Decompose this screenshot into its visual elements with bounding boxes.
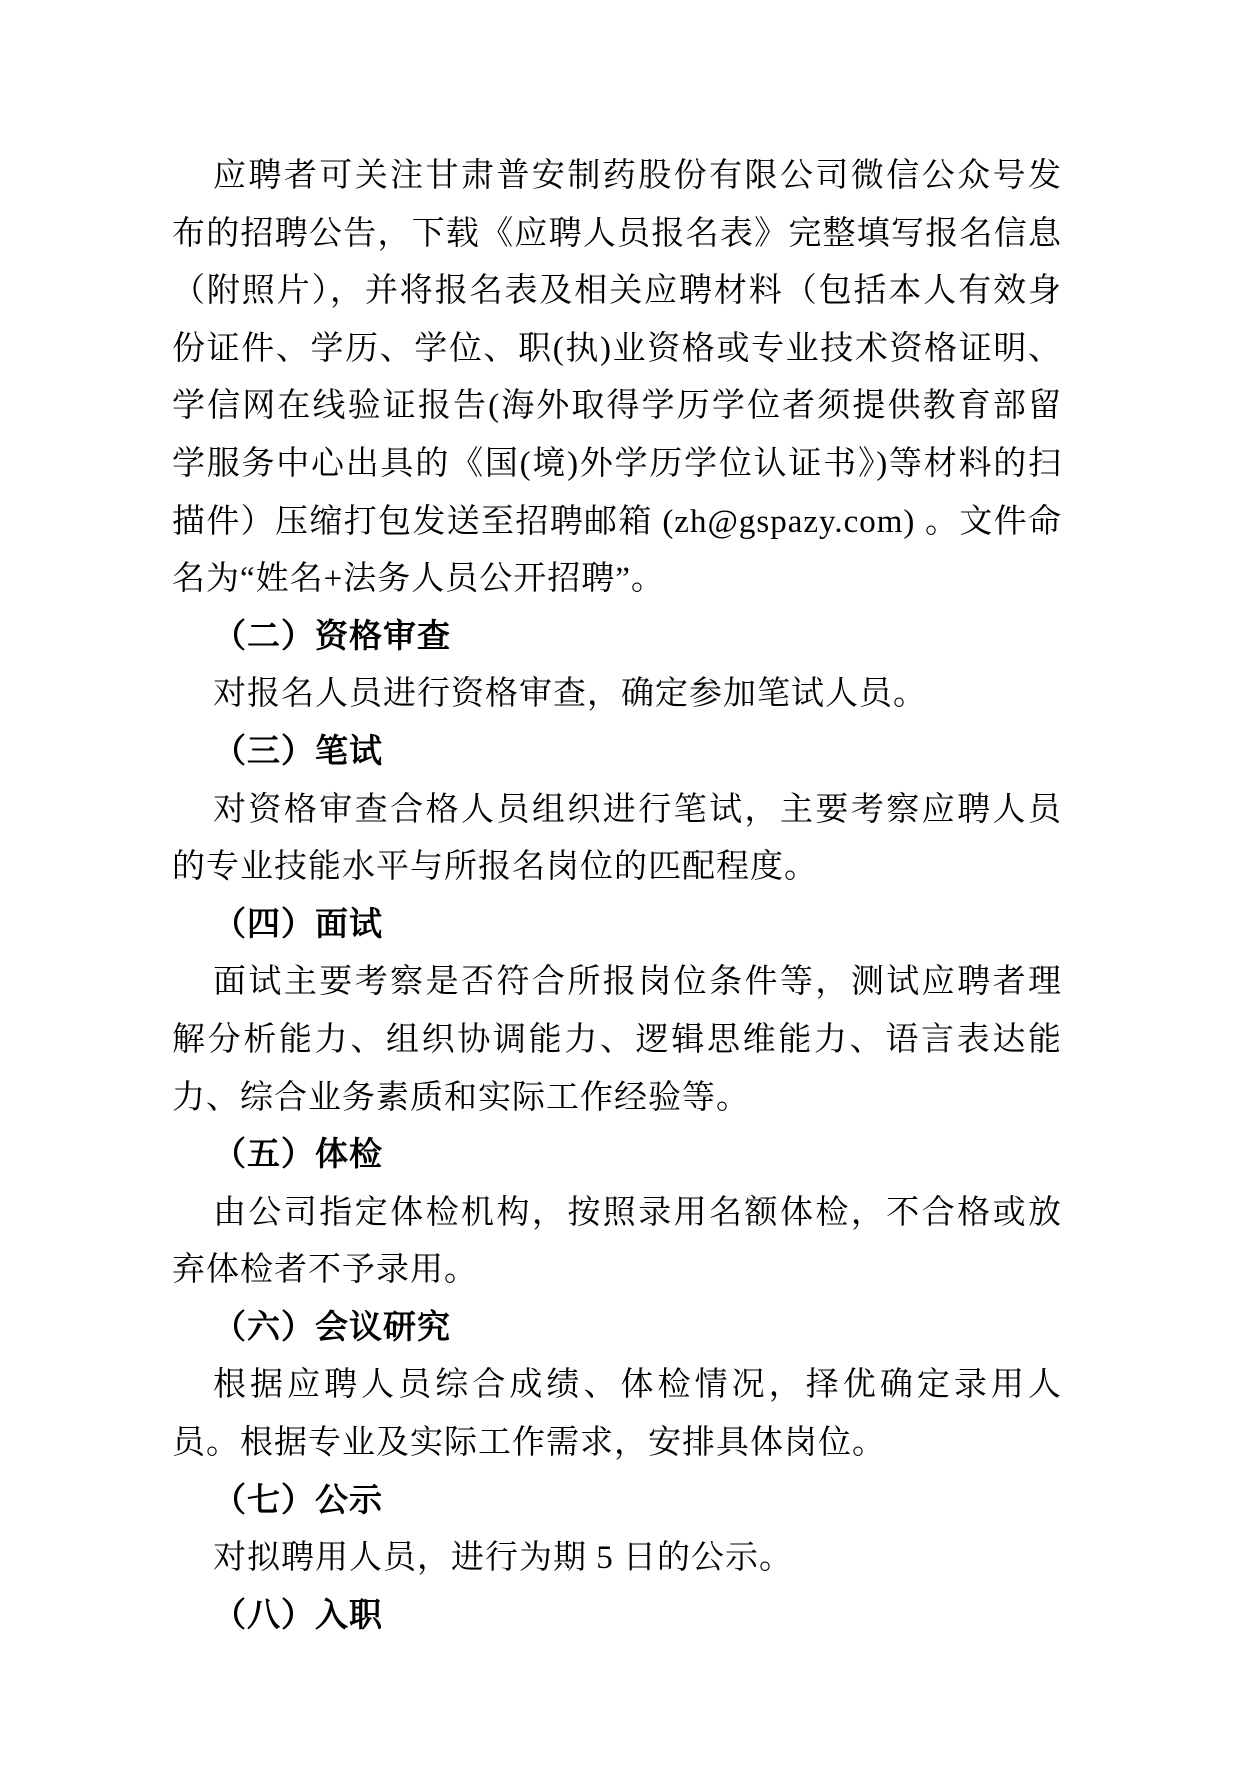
heading-section-3-written-test: （三）笔试 bbox=[213, 733, 383, 770]
paragraph-application-method: 应聘者可关注甘肃普安制药股份有限公司微信公众号发布的招聘公告，下载《应聘人员报名表》完整填写报名信息（附照片），并将报名表及相关应聘材料（包括本人有效身份证件、学历、学位、职(执)业资格或专业技术资格证明、学信网在线验证报告(海外取得学历学位者须提供教育部留学服务中心出具的《国(境)外学历学位认证书》)等材料的扫描件）压缩打包发送至招聘邮箱 (zh@gspazy.com) 。文件命名为“姓名+法务人员公开招聘”。 bbox=[172, 158, 1062, 598]
paragraph-written-test: 对资格审查合格人员组织进行笔试，主要考察应聘人员的专业技能水平与所报名岗位的匹配程度。 bbox=[172, 791, 1062, 886]
paragraph-interview: 面试主要考察是否符合所报岗位条件等，测试应聘者理解分析能力、组织协调能力、逻辑思维能力、语言表达能力、综合业务素质和实际工作经验等。 bbox=[172, 964, 1062, 1116]
heading-section-8-onboarding: （八）入职 bbox=[213, 1597, 383, 1634]
paragraph-physical-exam: 由公司指定体检机构，按照录用名额体检，不合格或放弃体检者不予录用。 bbox=[172, 1194, 1062, 1289]
heading-section-7-public-notice: （七）公示 bbox=[213, 1482, 383, 1519]
heading-section-2-qualification-review: （二）资格审查 bbox=[213, 618, 451, 655]
paragraph-meeting-review: 根据应聘人员综合成绩、体检情况，择优确定录用人员。根据专业及实际工作需求，安排具体岗位。 bbox=[172, 1367, 1062, 1462]
heading-section-6-meeting-review: （六）会议研究 bbox=[213, 1309, 451, 1346]
paragraph-public-notice: 对拟聘用人员，进行为期 5 日的公示。 bbox=[213, 1540, 793, 1577]
heading-section-4-interview: （四）面试 bbox=[213, 906, 383, 943]
paragraph-qualification-review: 对报名人员进行资格审查，确定参加笔试人员。 bbox=[213, 676, 927, 713]
heading-section-5-physical-exam: （五）体检 bbox=[213, 1137, 383, 1174]
document-content bbox=[172, 148, 1062, 1645]
